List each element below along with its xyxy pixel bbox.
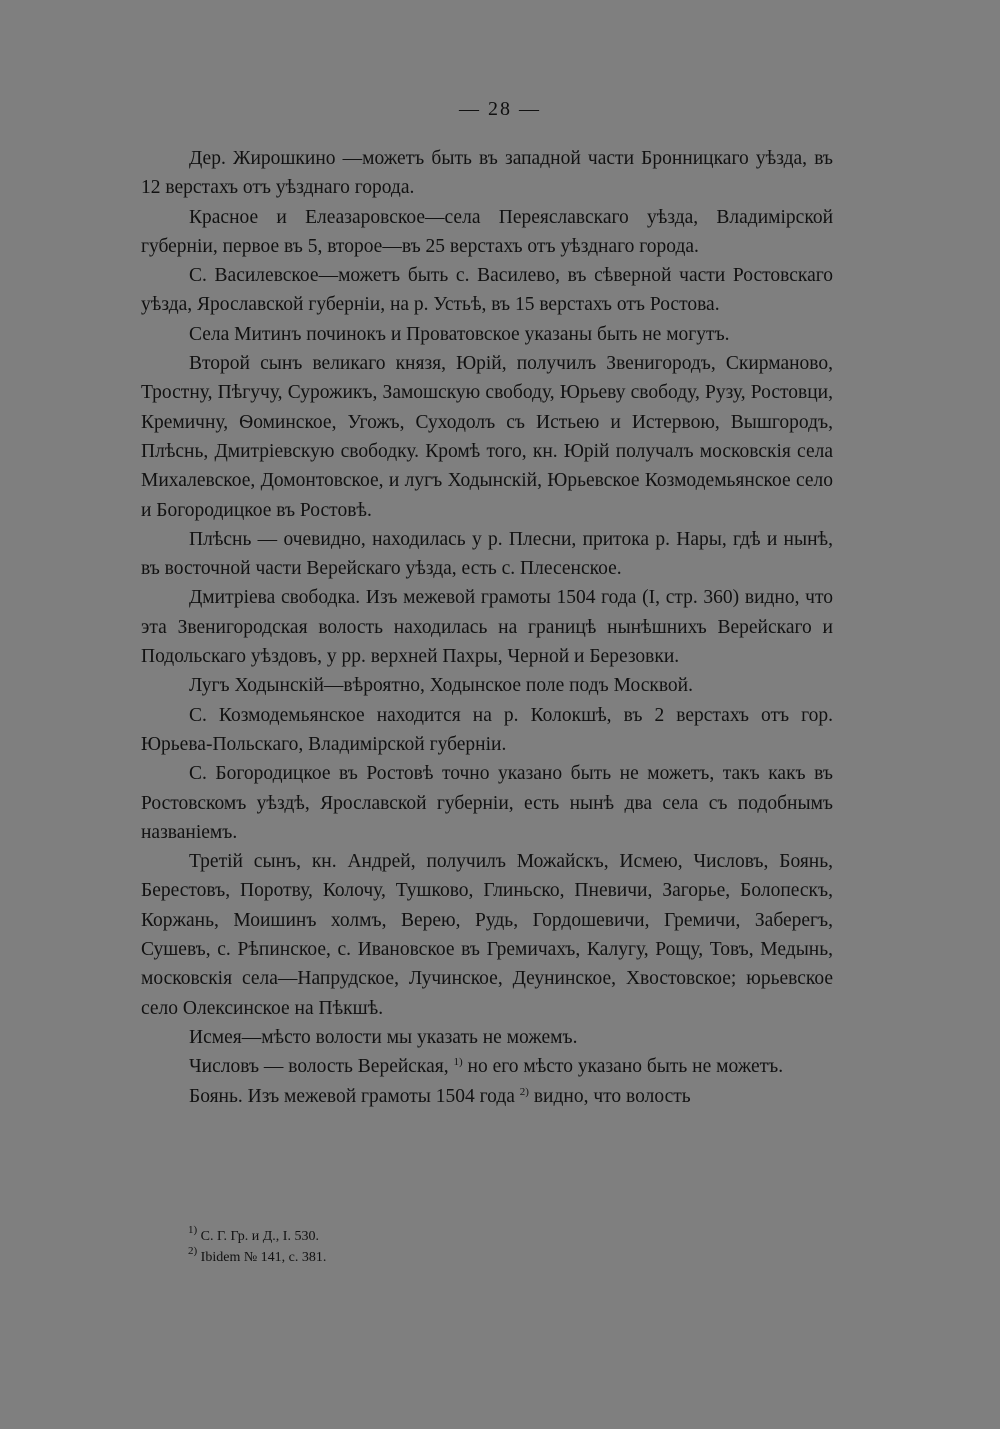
paragraph: С. Козмодемьянское находится на р. Колокшѣ, въ 2 верстахъ отъ гор. Юрьева-Польскаго, Владимірской губерніи. [141,704,833,755]
footnote-ref: 1) [453,1056,463,1069]
paragraph: Села Митинъ починокъ и Проватовское указаны быть не могутъ. [189,323,730,345]
body-text [141,144,833,1111]
paragraph-text: но его мѣсто указано быть не можетъ. [462,1056,784,1078]
page-number: — 28 — [459,98,541,120]
paragraph [141,1052,833,1081]
paragraph: Дер. Жирошкино —можетъ быть въ западной части Бронницкаго уѣзда, въ 12 верстахъ отъ уѣзднаго города. [141,148,833,199]
footnote-mark: 2) [188,1245,198,1257]
paragraph: Красное и Елеазаровское—села Переяславскаго уѣзда, Владимірской губерніи, первое въ 5, второе—въ 25 верстахъ отъ уѣзднаго города. [141,206,833,257]
footnote-text: Ibidem № 141, с. 381. [197,1250,327,1265]
paragraph: С. Богородицкое въ Ростовѣ точно указано быть не можетъ, такъ какъ въ Ростовскомъ уѣздѣ, Ярославской губерніи, есть нынѣ два села съ подобнымъ названіемъ. [141,763,833,843]
paragraph: Дмитріева свободка. Изъ межевой грамоты 1504 года (I, стр. 360) видно, что эта Звенигородская волость находилась на границѣ нынѣшнихъ Верейскаго и Подольскаго уѣздовъ, у рр. верхней Пахры, Черной и Березовки. [141,587,833,668]
footnotes [188,1226,828,1268]
paragraph: Второй сынъ великаго князя, Юрій, получилъ Звенигородъ, Скирманово, Тростну, Пѣгучу, Сурожикъ, Замошскую свободу, Юрьеву свободу, Рузу, Ростовци, Кремичну, Ѳоминское, Угожъ, Суходолъ съ Истьею и Истервою, Вышгородъ, Плѣснь, Дмитріевскую свободку. Кромѣ того, кн. Юрій получалъ московскія села Михалевское, Домонтовское, и лугъ Ходынскій, Юрьевское Козмодемьянское село и Богородицкое въ Ростовѣ. [141,353,833,521]
footnote-text: С. Г. Гр. и Д., I. 530. [197,1229,319,1244]
paragraph: Третій сынъ, кн. Андрей, получилъ Можайскъ, Исмею, Числовъ, Боянь, Берестовъ, Поротву, Колочу, Тушково, Глиньско, Пневичи, Загорье, Болопескъ, Коржань, Моишинъ холмъ, Верею, Рудь, Гордошевичи, Гремичи, Заберегъ, Сушевъ, с. Рѣпинское, с. Ивановское въ Гремичахъ, Калугу, Рощу, Товъ, Медынь, московскія села—Напрудское, Лучинское, Деунинское, Хвостовское; юрьевское село Олексинское на Пѣкшѣ. [141,851,833,1019]
paragraph: Плѣснь — очевидно, находилась у р. Плесни, притока р. Нары, гдѣ и нынѣ, въ восточной части Верейскаго уѣзда, есть с. Плесенское. [141,528,833,580]
paragraph [141,1082,833,1111]
paragraph-text: Числовъ — волость Верейская, [189,1056,449,1078]
footnote-mark: 1) [188,1224,198,1236]
paragraph-text: Боянь. Изъ межевой грамоты 1504 года [189,1085,515,1107]
paragraph-text: видно, что волость [528,1085,691,1107]
paragraph: С. Василевское—можетъ быть с. Василево, въ сѣверной части Ростовскаго уѣзда, Ярославской губерніи, на р. Устьѣ, въ 15 верстахъ отъ Ростова. [141,265,833,316]
footnote [188,1247,828,1268]
footnote [188,1226,828,1247]
paragraph: Исмея—мѣсто волости мы указать не можемъ. [189,1026,578,1048]
footnote-ref: 2) [519,1085,529,1098]
paragraph: Лугъ Ходынскій—вѣроятно, Ходынское поле подъ Москвой. [189,675,693,697]
